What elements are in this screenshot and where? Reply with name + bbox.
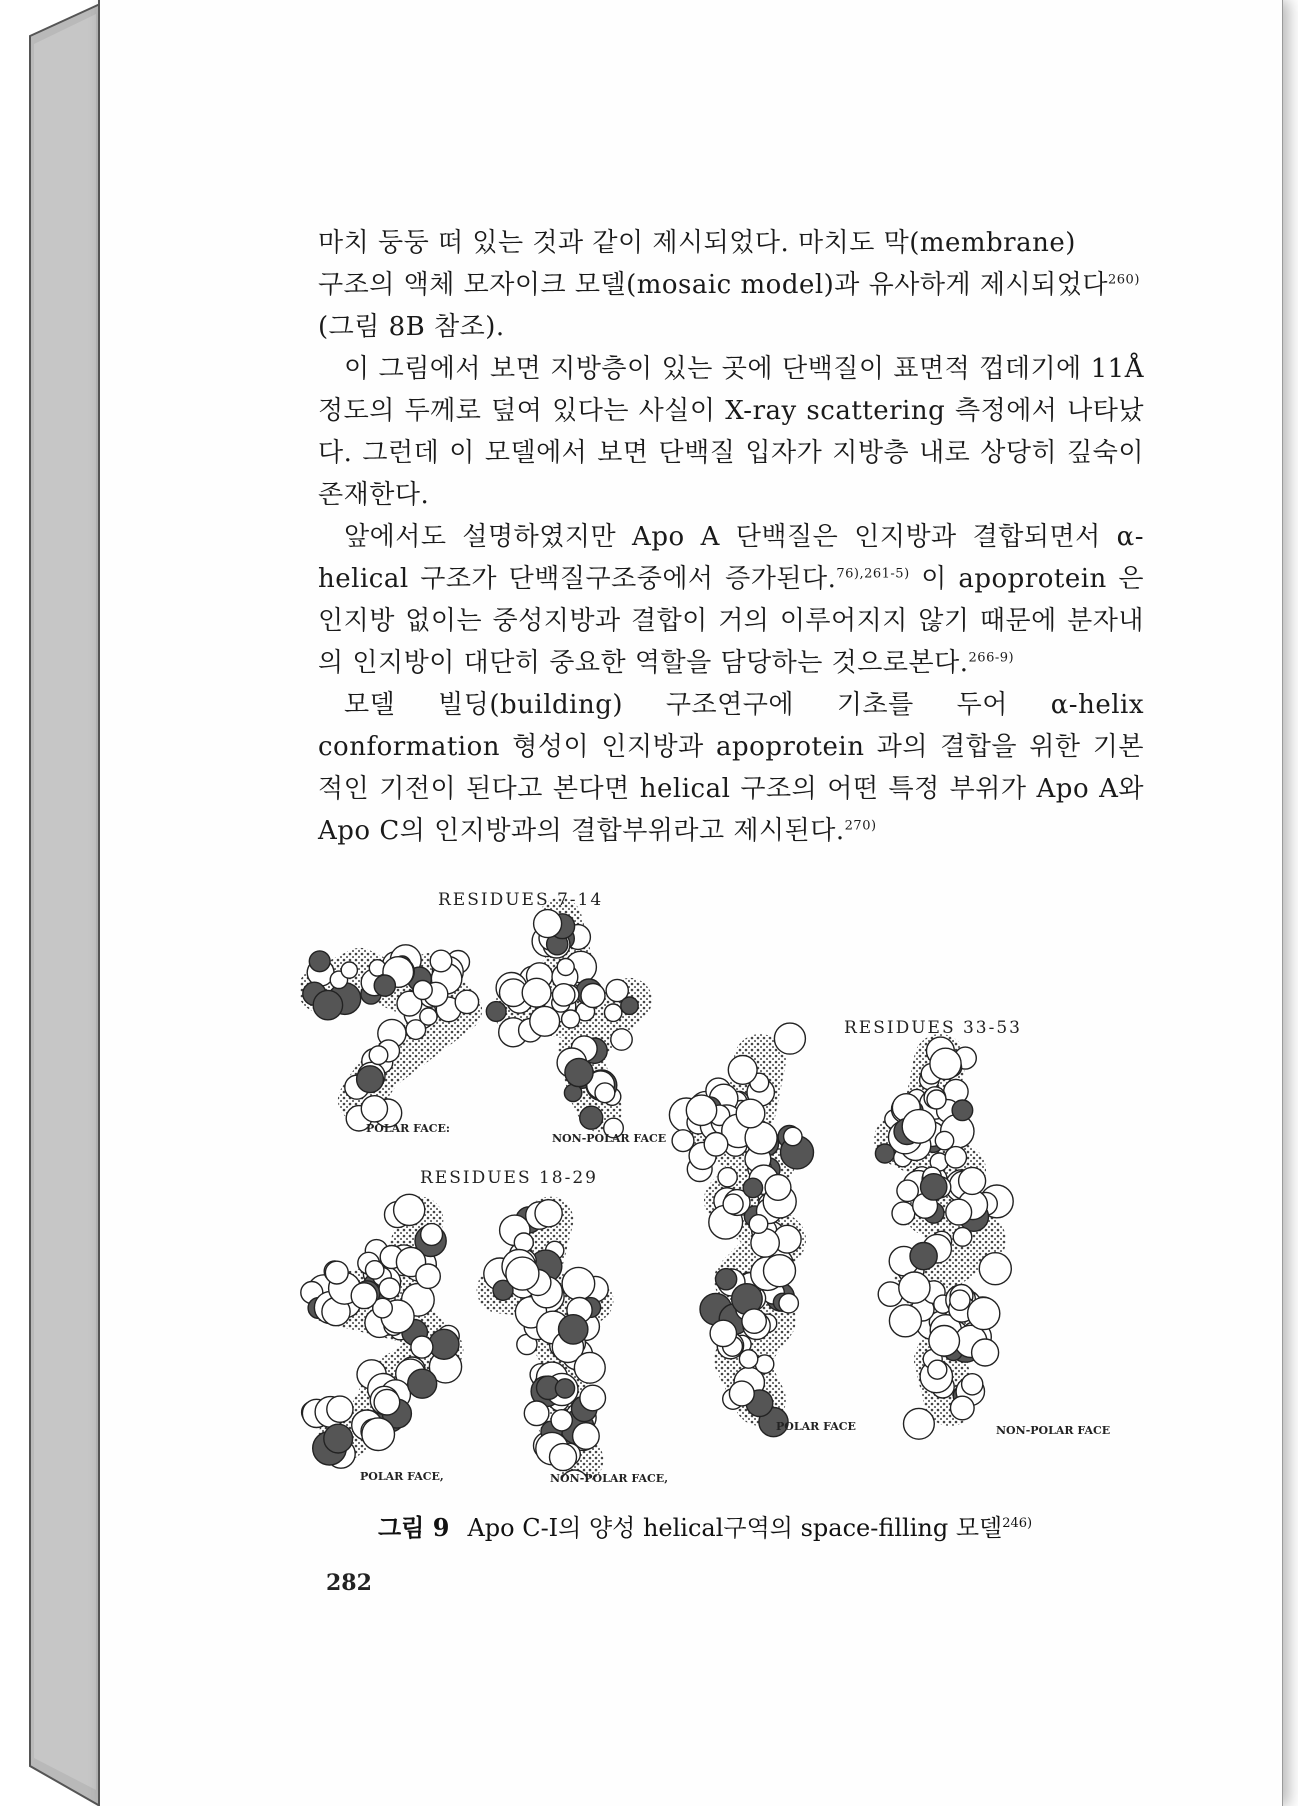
molecule-model (486, 910, 638, 1138)
space-filling-models (301, 910, 1013, 1480)
text-span: 이 apoprotein 은 인지방 없이는 중성지방과 결합이 거의 이루어지지 않기 때문에 분자내의 인지방이 대단히 중요한 역할을 담당하는 것으로본다. (318, 564, 1144, 678)
text-line: 구조의 액체 모자이크 모델(mosaic model)과 유사하게 제시되었다 (318, 270, 1108, 300)
molecule-model (303, 945, 479, 1131)
residues-33-53-label: RESIDUES 33-53 (844, 1018, 1022, 1038)
text-line: (그림 8B 참조). (318, 312, 505, 342)
non-polar-face-label: NON-POLAR FACE (996, 1424, 1111, 1437)
polar-face-label: POLAR FACE (776, 1420, 856, 1433)
non-polar-face-label: NON-POLAR FACE, (550, 1472, 669, 1485)
molecule-model (301, 1194, 462, 1468)
residues-18-29-label: RESIDUES 18-29 (420, 1168, 598, 1188)
caption-label: 그림 9 (378, 1513, 450, 1542)
page-number: 282 (326, 1570, 372, 1596)
figure-9 (300, 880, 1160, 1485)
polar-face-label: POLAR FACE: (366, 1122, 450, 1135)
text-span: 모델 빌딩(building) 구조연구에 기초를 두어 α-helix conformation 형성이 인지방과 apoprotein 과의 결합을 위한 기본적인 기전이 된다고 본다면 helical 구조의 어떤 특정 부위가 Apo A와 Apo C의 인지방과의 결합부위라고 제시된다. (318, 690, 1144, 846)
residues-7-14-label: RESIDUES 7-14 (438, 890, 604, 910)
text-line: 마치 둥둥 떠 있는 것과 같이 제시되었다. 마치도 막(membrane) (318, 228, 1076, 258)
paragraph-3 (318, 516, 1144, 684)
non-polar-face-label: NON-POLAR FACE (552, 1132, 667, 1145)
molecule-model (669, 1023, 813, 1437)
paragraph-4 (318, 684, 1144, 852)
molecule-model (484, 1200, 608, 1480)
paragraph-2: 이 그림에서 보면 지방층이 있는 곳에 단백질이 표면적 껍데기에 11Å 정도의 두께로 덮여 있다는 사실이 X-ray scattering 측정에서 나타났다. 그런데 이 모델에서 보면 단백질 입자가 지방층 내로 상당히 깊숙이 존재한다. (318, 354, 1144, 510)
figure-caption (378, 1508, 1158, 1543)
molecule-model (875, 1037, 1013, 1439)
text-span: 앞에서도 설명하였지만 Apo A 단백질은 인지방과 결합되면서 α-helical 구조가 단백질구조중에서 증가된다. (318, 522, 1144, 594)
caption-text: Apo C-Ⅰ의 양성 helical구역의 space-filling 모델 (467, 1514, 1003, 1542)
paragraph-1 (318, 222, 1144, 348)
polar-face-label: POLAR FACE, (360, 1470, 444, 1483)
body-text (318, 222, 1144, 852)
reference-mark: 76),261-5) (836, 566, 910, 582)
reference-mark: 270) (844, 818, 877, 834)
reference-mark: 246) (1002, 1516, 1033, 1531)
reference-mark: 260) (1108, 272, 1140, 288)
book-spine (0, 0, 110, 1806)
reference-mark: 266-9) (968, 650, 1015, 666)
